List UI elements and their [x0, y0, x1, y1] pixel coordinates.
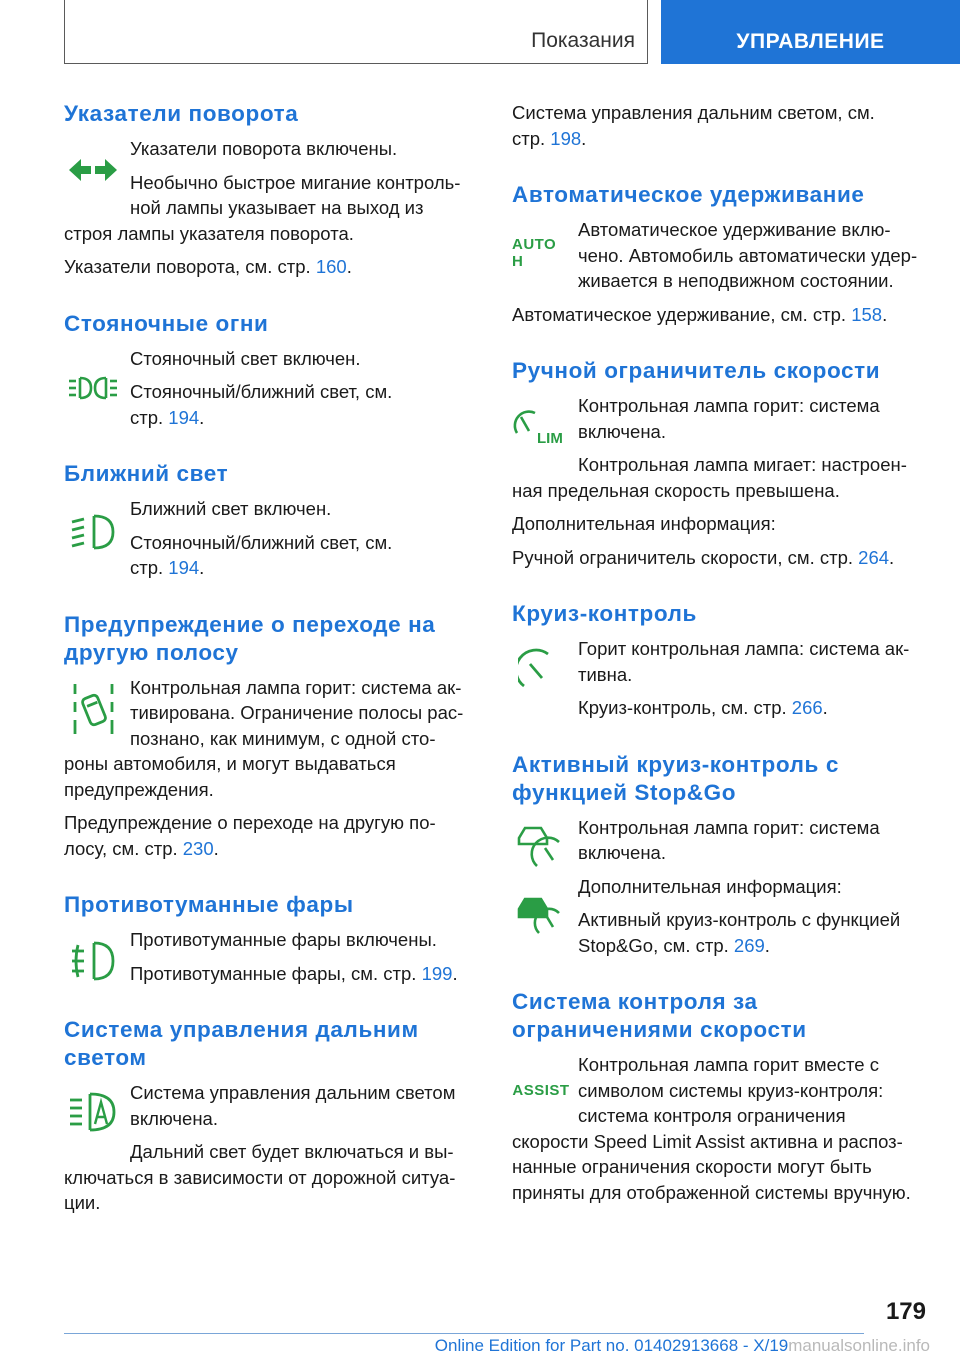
active-cruise-icon: [512, 817, 570, 873]
assist-icon: ASSIST: [512, 1081, 570, 1099]
parking-light-icon: [64, 360, 122, 416]
page-link[interactable]: 158: [851, 303, 883, 325]
paragraph: Стояночный свет включен.: [130, 347, 361, 369]
section-speed-limit-assist: [512, 988, 928, 1205]
paragraph: Контрольная лампа горит: система включена.: [578, 816, 880, 863]
page-link[interactable]: 264: [858, 546, 890, 568]
paragraph: Ручной ограничитель скорости, см. стр. 264.: [512, 546, 895, 568]
paragraph: Дополнительная информация:: [512, 513, 776, 534]
paragraph: Противотуманные фары включены.: [130, 929, 437, 950]
left-column: [64, 100, 480, 1246]
page-link[interactable]: 230: [182, 837, 214, 859]
section-title: Активный круиз-контроль с функцией Stop&Go: [512, 751, 839, 805]
paragraph: Контрольная лампа горит: система ак- тивирована. Ограничение полосы рас- познано, как минимум, с одной сто- роны автомобиля, и могут выдаваться предупреждения.: [64, 676, 464, 800]
page-link[interactable]: 194: [168, 406, 200, 428]
header-frame: [64, 0, 648, 64]
page-link[interactable]: 160: [315, 256, 347, 277]
svg-text:LIM: LIM: [537, 430, 563, 447]
paragraph: Указатели поворота включены.: [130, 138, 398, 159]
paragraph: Активный круиз-контроль с функцией Stop&Go, см. стр. 269.: [578, 909, 901, 956]
section-title: Противотуманные фары: [64, 892, 354, 917]
low-beam-icon: [64, 504, 122, 560]
section-title: Предупреждение о переходе на другую полосу: [64, 611, 436, 665]
page-link[interactable]: 266: [791, 697, 823, 718]
footer: [0, 1336, 960, 1356]
section-title: Ручной ограничитель скорости: [512, 358, 881, 383]
paragraph: Контрольная лампа мигает: настроен- ная предельная скорость превышена.: [512, 454, 907, 501]
fog-light-icon: [64, 933, 122, 989]
section-cruise-control: [512, 600, 928, 721]
right-column: [512, 100, 928, 1235]
footer-edition: Online Edition for Part no. 01402913668 - X/19: [434, 1336, 789, 1355]
section-low-beam: [64, 460, 480, 581]
auto-hold-icon: AUTO H: [512, 236, 557, 270]
paragraph: Система управления дальним светом, см. стр. 198.: [512, 102, 875, 149]
paragraph: Автоматическое удерживание, см. стр. 158.: [512, 303, 888, 325]
section-auto-hold: [512, 181, 928, 327]
paragraph: Дальний свет будет включаться и вы- ключаться в зависимости от дорожной ситуа- ции.: [64, 1141, 456, 1213]
high-beam-assist-icon: [64, 1084, 122, 1140]
paragraph: Противотуманные фары, см. стр. 199.: [130, 962, 458, 984]
speed-limiter-icon: [512, 399, 570, 455]
section-title: Указатели поворота: [64, 101, 299, 126]
section-speed-limiter: [512, 357, 928, 570]
paragraph: Контрольная лампа горит вместе с символом системы круиз-контроля: система контроля ограничения скорости Speed Limit Assist активна и распоз- нанные ограничения скорости могут быть приняты для отображенной системы вручную.: [512, 1054, 911, 1203]
section-title: Стояночные огни: [64, 310, 269, 336]
page-link[interactable]: 198: [550, 127, 582, 149]
chapter-tab[interactable]: УПРАВЛЕНИЕ: [661, 0, 960, 64]
paragraph: Автоматическое удерживание вклю- чено. Автомобиль автоматически удер- живается в неподвижном состоянии.: [578, 219, 918, 291]
section-parking-lights: [64, 310, 480, 431]
page-link[interactable]: 269: [733, 934, 765, 956]
header-section-label: Показания: [531, 29, 635, 52]
page-number: 179: [885, 1298, 926, 1325]
section-title: Система управления дальним светом: [64, 1017, 419, 1070]
cruise-control-icon: [512, 642, 570, 698]
section-title: Система контроля за ограничениями скорости: [512, 989, 807, 1042]
section-title: Ближний свет: [64, 461, 229, 486]
paragraph: Необычно быстрое мигание контроль- ной лампы указывает на выход из строя лампы указателя поворота.: [64, 171, 461, 244]
paragraph: Стояночный/ближний свет, см. стр. 194.: [130, 531, 393, 578]
paragraph: Предупреждение о переходе на другую по- лосу, см. стр. 230.: [64, 812, 436, 859]
page-link[interactable]: 194: [168, 557, 200, 578]
paragraph: Ближний свет включен.: [130, 498, 332, 519]
section-fog-lights: [64, 891, 480, 986]
paragraph: Стояночный/ближний свет, см. стр. 194.: [130, 381, 393, 428]
paragraph: Контрольная лампа горит: система включена.: [578, 395, 880, 442]
paragraph: Система управления дальним светом включена.: [130, 1082, 456, 1129]
section-active-cruise-control: [512, 751, 928, 959]
page-link[interactable]: 199: [421, 962, 453, 984]
active-cruise-filled-icon: [512, 887, 570, 943]
lane-departure-icon: [64, 679, 122, 739]
section-lane-departure: [64, 611, 480, 862]
section-title: Круиз-контроль: [512, 601, 697, 626]
paragraph: Указатели поворота, см. стр. 160.: [64, 256, 352, 277]
paragraph: Горит контрольная лампа: система ак- тивна.: [578, 638, 910, 685]
section-title: Автоматическое удерживание: [512, 182, 865, 207]
paragraph: Дополнительная информация:: [578, 875, 842, 897]
footer-divider: [64, 1333, 864, 1334]
section-turn-signal: [64, 100, 480, 280]
watermark: manualsonline.info: [788, 1336, 930, 1355]
turn-signal-icon: [64, 142, 122, 198]
paragraph: Круиз-контроль, см. стр. 266.: [578, 697, 828, 718]
section-high-beam-assist: [64, 1016, 480, 1216]
